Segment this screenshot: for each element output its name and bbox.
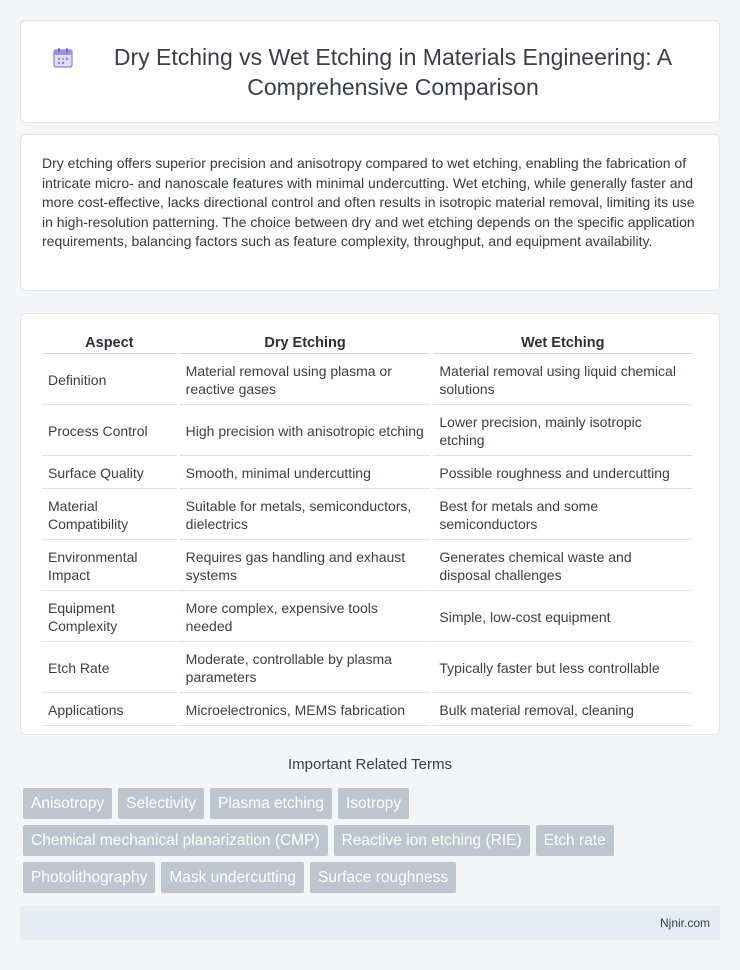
row-aspect: Surface Quality [42, 458, 177, 489]
row-aspect: Process Control [42, 407, 177, 456]
row-dry: Suitable for metals, semiconductors, dielectrics [180, 491, 431, 540]
row-aspect: Environmental Impact [42, 542, 177, 591]
comparison-table [39, 330, 695, 728]
column-header-dry: Dry Etching [180, 332, 431, 354]
table-row [42, 695, 692, 726]
title-wrap [21, 42, 719, 102]
tag-isotropy[interactable]: Isotropy [338, 788, 409, 819]
row-dry: Smooth, minimal undercutting [180, 458, 431, 489]
row-wet: Typically faster but less controllable [433, 644, 692, 693]
row-wet: Generates chemical waste and disposal challenges [433, 542, 692, 591]
row-dry: Moderate, controllable by plasma parameters [180, 644, 431, 693]
tag-rie[interactable]: Reactive ion etching (RIE) [334, 825, 530, 856]
row-wet: Simple, low-cost equipment [433, 593, 692, 642]
tag-row [23, 862, 723, 893]
footer-site-link[interactable]: Njnir.com [659, 916, 710, 930]
row-wet: Material removal using liquid chemical solutions [433, 356, 692, 405]
tag-row [23, 825, 723, 856]
row-wet: Lower precision, mainly isotropic etching [433, 407, 692, 456]
table-row [42, 356, 692, 405]
comparison-table-card [20, 313, 720, 735]
related-terms-title: Important Related Terms [288, 756, 452, 773]
table-row [42, 644, 692, 693]
tag-mask-undercutting[interactable]: Mask undercutting [161, 862, 304, 893]
row-aspect: Definition [42, 356, 177, 405]
row-dry: Microelectronics, MEMS fabrication [180, 695, 431, 726]
table-row [42, 593, 692, 642]
row-wet: Best for metals and some semiconductors [433, 491, 692, 540]
title-card [20, 20, 720, 123]
tag-plasma-etching[interactable]: Plasma etching [210, 788, 332, 819]
tag-row [23, 788, 723, 819]
row-dry: Material removal using plasma or reactive gases [180, 356, 431, 405]
table-row [42, 458, 692, 489]
tag-photolithography[interactable]: Photolithography [23, 862, 155, 893]
related-terms-tags [23, 788, 723, 899]
tag-surface-roughness[interactable]: Surface roughness [310, 862, 456, 893]
table-row [42, 542, 692, 591]
row-aspect: Etch Rate [42, 644, 177, 693]
footer [20, 906, 720, 940]
row-dry: More complex, expensive tools needed [180, 593, 431, 642]
tag-selectivity[interactable]: Selectivity [118, 788, 204, 819]
summary-text: Dry etching offers superior precision and anisotropy compared to wet etching, enabling the fabrication of intricate micro- and nanoscale features with minimal undercutting. Wet etching, while generally faster and more cost-effective, lacks directional control and often results in isotropic material removal, limiting its use in high-resolution patterning. The choice between dry and wet etching depends on the specific application requirements, balancing factors such as feature complexity, throughput, and equipment availability. [42, 155, 695, 250]
column-header-wet: Wet Etching [433, 332, 692, 354]
row-aspect: Equipment Complexity [42, 593, 177, 642]
column-header-aspect: Aspect [42, 332, 177, 354]
tag-anisotropy[interactable]: Anisotropy [23, 788, 112, 819]
summary-card [20, 134, 720, 291]
tag-cmp[interactable]: Chemical mechanical planarization (CMP) [23, 825, 328, 856]
row-dry: High precision with anisotropic etching [180, 407, 431, 456]
row-aspect: Material Compatibility [42, 491, 177, 540]
table-row [42, 407, 692, 456]
page-title: Dry Etching vs Wet Etching in Materials Engineering: A Comprehensive Comparison [113, 43, 673, 100]
table-row [42, 491, 692, 540]
calendar-icon [51, 46, 75, 70]
row-aspect: Applications [42, 695, 177, 726]
row-wet: Possible roughness and undercutting [433, 458, 692, 489]
row-wet: Bulk material removal, cleaning [433, 695, 692, 726]
row-dry: Requires gas handling and exhaust systems [180, 542, 431, 591]
table-header-row [42, 332, 692, 354]
tag-etch-rate[interactable]: Etch rate [536, 825, 614, 856]
